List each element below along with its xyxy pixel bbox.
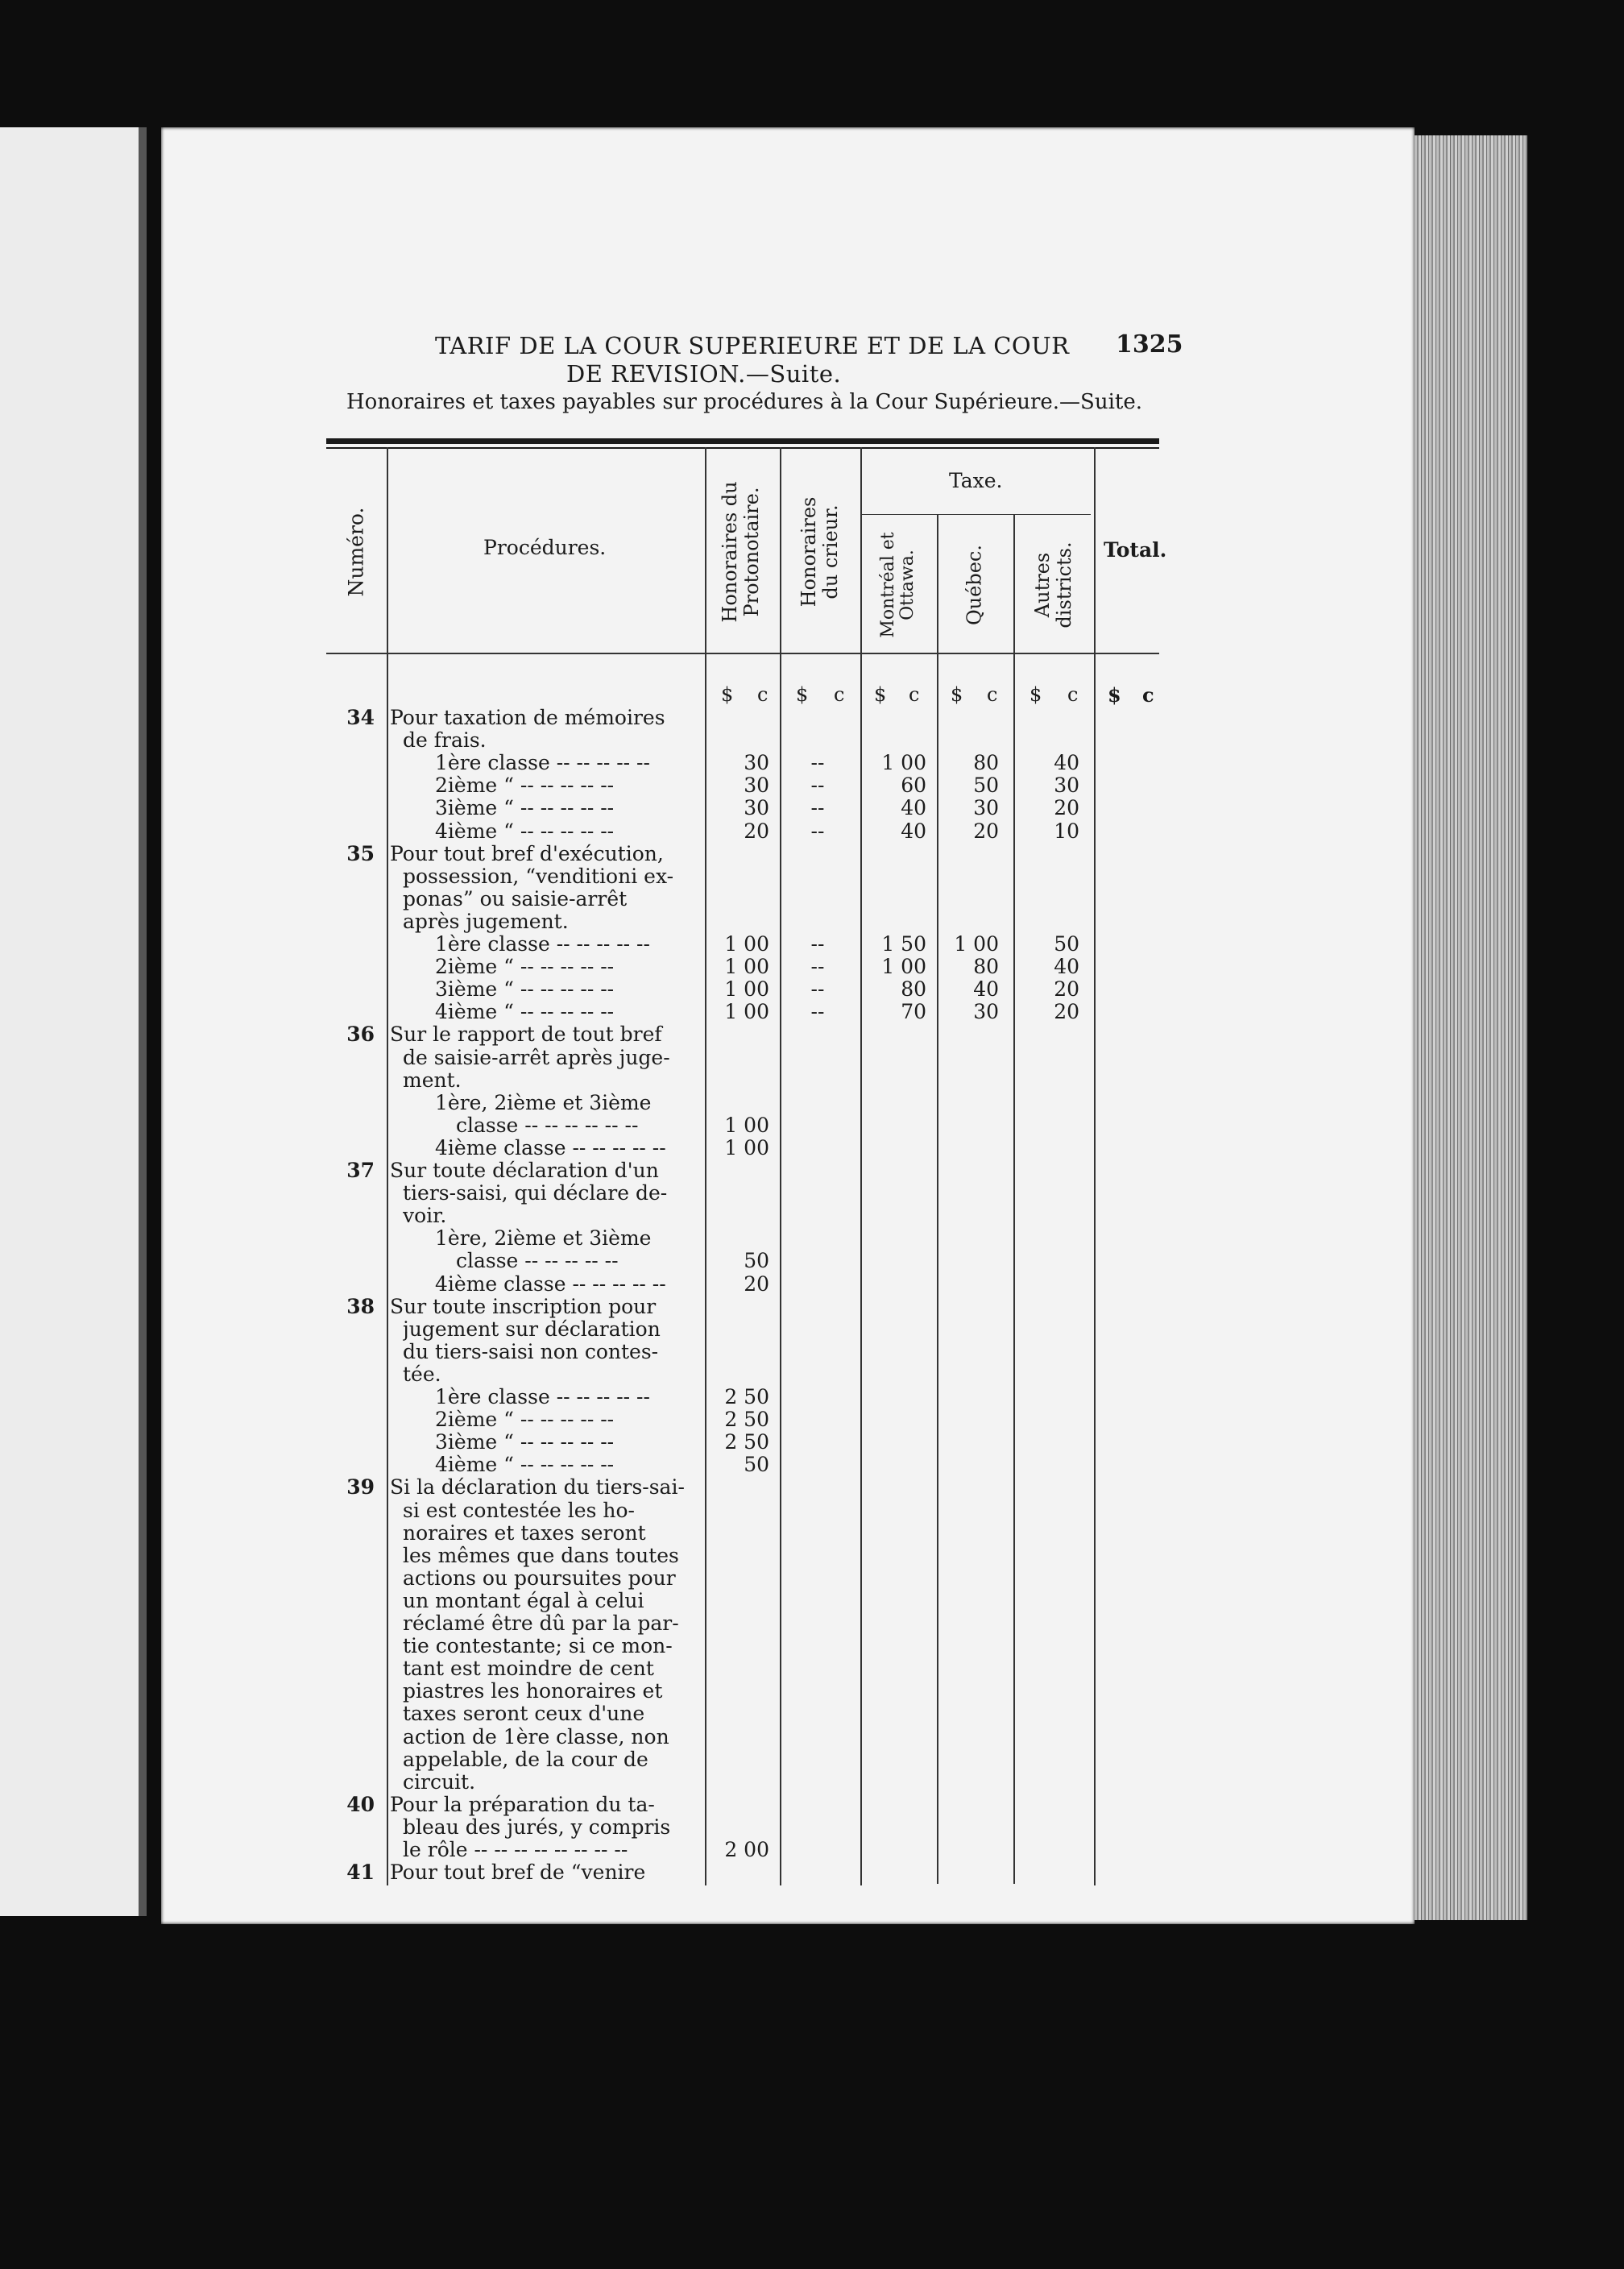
page-stack-edge — [1415, 135, 1527, 1920]
tax-montreal: 1 50 — [881, 932, 926, 956]
procedure-text: tant est moindre de cent — [403, 1657, 654, 1681]
header-rule-thick — [326, 438, 1159, 444]
tax-montreal: 40 — [901, 819, 926, 843]
crieur-fee: -- — [810, 955, 825, 979]
header-montreal: Montréal et Ottawa. — [878, 532, 918, 638]
row-number: 38 — [346, 1294, 375, 1318]
unit-dollar: $ — [1030, 683, 1042, 706]
procedure-text: 4ième “ -- -- -- -- -- — [435, 819, 615, 843]
procedure-text: si est contestée les ho- — [403, 1498, 635, 1522]
tax-autres: 40 — [1054, 751, 1079, 775]
header-procedures: Procédures. — [483, 536, 607, 559]
protonotaire-fee: 20 — [744, 819, 769, 843]
procedure-text: Si la déclaration du tiers-sai- — [390, 1475, 685, 1500]
procedure-text: classe -- -- -- -- -- — [456, 1249, 619, 1273]
procedure-text: 1ère, 2ième et 3ième — [435, 1226, 652, 1251]
page-title-line1: TARIF DE LA COUR SUPERIEURE ET DE LA COUR — [435, 332, 1070, 359]
procedure-text: Pour tout bref de “venire — [390, 1860, 646, 1885]
header-crieur: Honoraires du crieur. — [798, 496, 842, 608]
protonotaire-fee: 50 — [744, 1453, 769, 1477]
tax-montreal: 40 — [901, 796, 926, 820]
tax-montreal: 1 00 — [881, 751, 926, 775]
tax-montreal: 80 — [901, 977, 926, 1002]
unit-cent: c — [757, 683, 768, 706]
procedure-text: jugement sur déclaration — [403, 1317, 661, 1341]
procedure-text: tiers-saisi, qui déclare de- — [403, 1181, 668, 1205]
procedure-text: Pour taxation de mémoires — [390, 706, 665, 729]
header-taxe: Taxe. — [949, 469, 1003, 492]
procedure-text: actions ou poursuites pour — [403, 1566, 676, 1590]
tax-quebec: 1 00 — [954, 932, 999, 956]
crieur-fee: -- — [810, 819, 825, 843]
header-quebec: Québec. — [963, 545, 986, 625]
col-divider-crieur — [860, 447, 862, 1885]
procedure-text: classe -- -- -- -- -- -- — [456, 1113, 639, 1137]
crieur-fee: -- — [810, 932, 825, 956]
tax-autres: 20 — [1054, 977, 1079, 1002]
crieur-fee: -- — [810, 977, 825, 1002]
col-divider-protonotaire — [780, 447, 781, 1885]
procedure-text: Pour la préparation du ta- — [390, 1792, 655, 1816]
procedure-text: réclamé être dû par la par- — [403, 1612, 679, 1635]
unit-cent: c — [909, 683, 920, 706]
tax-montreal: 1 00 — [881, 955, 926, 979]
header-autres: Autres districts. — [1031, 541, 1075, 628]
procedure-text: Pour tout bref d'exécution, — [390, 841, 664, 865]
row-number: 40 — [346, 1792, 375, 1816]
procedure-text: après jugement. — [403, 909, 569, 933]
crieur-fee: -- — [810, 1000, 825, 1024]
tax-quebec: 30 — [973, 796, 999, 820]
procedure-text: taxes seront ceux d'une — [403, 1702, 645, 1726]
procedure-text: Sur le rapport de tout bref — [390, 1023, 662, 1047]
procedure-text: bleau des jurés, y compris — [403, 1815, 671, 1839]
col-divider-quebec — [1013, 514, 1015, 1884]
header-numero: Numéro. — [344, 507, 368, 597]
col-divider-taxe — [1094, 447, 1096, 1885]
row-number: 39 — [346, 1475, 375, 1500]
tax-autres: 20 — [1054, 796, 1079, 820]
procedure-text: 2ième “ -- -- -- -- -- — [435, 1408, 615, 1432]
procedure-text: Sur toute inscription pour — [390, 1294, 657, 1318]
unit-cent: c — [987, 683, 998, 706]
procedure-text: voir. — [403, 1204, 447, 1228]
row-number: 37 — [346, 1159, 375, 1182]
row-number: 41 — [346, 1860, 375, 1885]
procedure-text: 1ère, 2ième et 3ième — [435, 1090, 652, 1114]
page-title-line2: DE REVISION.—Suite. — [566, 360, 842, 388]
unit-dollar: $ — [874, 683, 887, 706]
tax-autres: 50 — [1054, 932, 1079, 956]
procedure-text: tée. — [403, 1362, 441, 1386]
col-divider-procedures — [705, 447, 706, 1885]
procedure-text: de saisie-arrêt après juge- — [403, 1045, 670, 1069]
procedure-text: 2ième “ -- -- -- -- -- — [435, 774, 615, 798]
unit-dollar: $ — [721, 683, 734, 706]
tax-autres: 30 — [1054, 774, 1079, 798]
procedure-text: 2ième “ -- -- -- -- -- — [435, 955, 615, 979]
page-subtitle: Honoraires et taxes payables sur procédures à la Cour Supérieure.—Suite. — [346, 390, 1142, 414]
unit-dollar: $ — [796, 683, 809, 706]
tax-quebec: 40 — [973, 977, 999, 1002]
unit-cent: c — [1067, 683, 1079, 706]
procedure-text: 1ère classe -- -- -- -- -- — [435, 1385, 650, 1408]
protonotaire-fee: 2 50 — [724, 1385, 769, 1408]
tax-montreal: 70 — [901, 1000, 926, 1024]
protonotaire-fee: 1 00 — [724, 1135, 769, 1159]
procedure-text: action de 1ère classe, non — [403, 1724, 669, 1748]
header-protonotaire: Honoraires du Protonotaire. — [719, 481, 763, 623]
col-divider-montreal — [937, 514, 938, 1884]
header-bottom-rule — [326, 653, 1159, 654]
procedure-text: 1ère classe -- -- -- -- -- — [435, 751, 650, 775]
procedure-text: 4ième classe -- -- -- -- -- — [435, 1271, 666, 1296]
tax-autres: 40 — [1054, 955, 1079, 979]
procedure-text: Sur toute déclaration d'un — [390, 1159, 659, 1182]
crieur-fee: -- — [810, 751, 825, 775]
procedure-text: ponas” ou saisie-arrêt — [403, 886, 628, 911]
header-total: Total. — [1104, 538, 1167, 562]
unit-dollar: $ — [1108, 683, 1121, 707]
left-page-edge — [0, 127, 147, 1916]
procedure-text: 3ième “ -- -- -- -- -- — [435, 796, 615, 820]
protonotaire-fee: 50 — [744, 1249, 769, 1273]
procedure-text: 3ième “ -- -- -- -- -- — [435, 977, 615, 1002]
tax-quebec: 80 — [973, 751, 999, 775]
header-rule-thin — [326, 447, 1159, 449]
protonotaire-fee: 2 50 — [724, 1430, 769, 1454]
procedure-text: les mêmes que dans toutes — [403, 1543, 679, 1567]
crieur-fee: -- — [810, 774, 825, 798]
procedure-text: le rôle -- -- -- -- -- -- -- -- — [403, 1838, 628, 1861]
procedure-text: piastres les honoraires et — [403, 1679, 663, 1703]
procedure-text: un montant égal à celui — [403, 1588, 644, 1612]
procedure-text: 3ième “ -- -- -- -- -- — [435, 1430, 615, 1454]
tax-autres: 10 — [1054, 819, 1079, 843]
procedure-text: appelable, de la cour de — [403, 1747, 648, 1771]
protonotaire-fee: 20 — [744, 1271, 769, 1296]
unit-cent: c — [834, 683, 845, 706]
protonotaire-fee: 1 00 — [724, 1113, 769, 1137]
row-number: 35 — [346, 841, 375, 865]
unit-dollar: $ — [951, 683, 963, 706]
procedure-text: 1ère classe -- -- -- -- -- — [435, 932, 650, 956]
protonotaire-fee: 2 00 — [724, 1838, 769, 1861]
tax-quebec: 20 — [973, 819, 999, 843]
procedure-text: circuit. — [403, 1769, 476, 1794]
crieur-fee: -- — [810, 796, 825, 820]
procedure-text: 4ième classe -- -- -- -- -- — [435, 1135, 666, 1159]
taxe-sub-rule — [862, 514, 1091, 515]
book-gutter — [139, 127, 147, 1916]
tax-quebec: 30 — [973, 1000, 999, 1024]
tax-montreal: 60 — [901, 774, 926, 798]
procedure-text: du tiers-saisi non contes- — [403, 1339, 659, 1363]
protonotaire-fee: 1 00 — [724, 1000, 769, 1024]
protonotaire-fee: 1 00 — [724, 977, 769, 1002]
unit-cent: c — [1142, 683, 1154, 707]
procedure-text: 4ième “ -- -- -- -- -- — [435, 1453, 615, 1477]
tax-quebec: 80 — [973, 955, 999, 979]
protonotaire-fee: 1 00 — [724, 932, 769, 956]
procedure-text: de frais. — [403, 728, 487, 753]
protonotaire-fee: 1 00 — [724, 955, 769, 979]
row-number: 36 — [346, 1023, 375, 1047]
procedure-text: ment. — [403, 1068, 462, 1092]
col-divider-numero — [387, 447, 388, 1885]
tax-quebec: 50 — [973, 774, 999, 798]
page-number: 1325 — [1116, 330, 1183, 359]
protonotaire-fee: 30 — [744, 774, 769, 798]
tax-autres: 20 — [1054, 1000, 1079, 1024]
procedure-text: noraires et taxes seront — [403, 1520, 646, 1545]
protonotaire-fee: 30 — [744, 796, 769, 820]
protonotaire-fee: 30 — [744, 751, 769, 775]
procedure-text: 4ième “ -- -- -- -- -- — [435, 1000, 615, 1024]
protonotaire-fee: 2 50 — [724, 1408, 769, 1432]
procedure-text: tie contestante; si ce mon- — [403, 1634, 673, 1658]
row-number: 34 — [346, 706, 375, 729]
procedure-text: possession, “venditioni ex- — [403, 864, 674, 888]
